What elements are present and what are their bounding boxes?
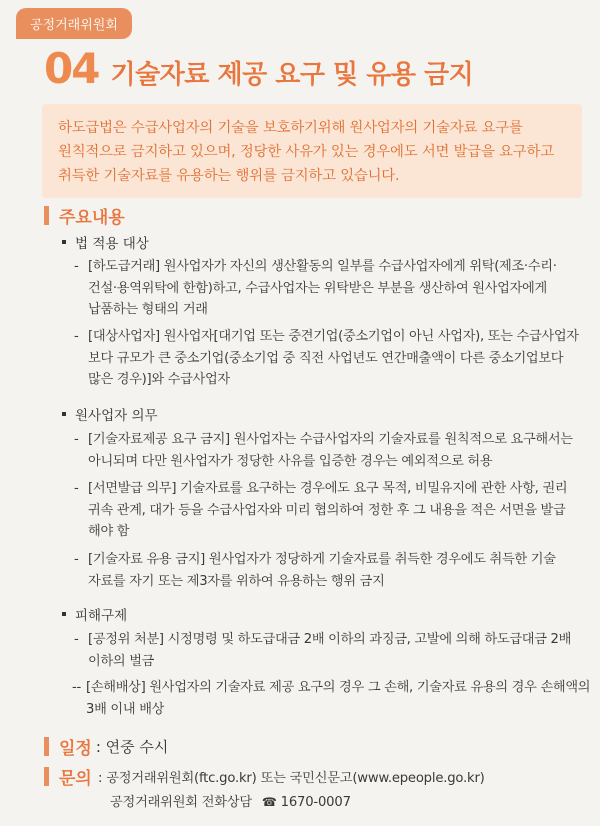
item-line: [손해배상] 원사업자의 기술자료 제공 요구의 경우 그 손해, 기술자료 유용의 경우 손해액의	[86, 680, 591, 695]
section-bar	[44, 767, 49, 786]
schedule-section	[44, 734, 168, 759]
bullet-icon	[62, 240, 66, 244]
item-line: 자료를 자기 또는 제3자를 위하여 유용하는 행위 금지	[88, 573, 385, 589]
item-line: 3배 이내 배상	[86, 701, 165, 717]
dash-marker: -	[74, 552, 79, 567]
item-line: 납품하는 형태의 거래	[88, 302, 208, 317]
item-line: 많은 경우)]와 수급사업자	[88, 372, 230, 387]
section-bar	[44, 737, 49, 756]
contact-line-2	[110, 791, 351, 810]
subsection-label: 원사업자 의무	[75, 408, 158, 424]
section-bar	[44, 206, 49, 225]
subsection-heading	[62, 404, 158, 424]
item-line: 이하의 벌금	[88, 653, 155, 669]
page-title: 기술자료 제공 요구 및 유용 금지	[110, 60, 474, 91]
item-line: [공정위 처분] 시정명령 및 하도급대금 2배 이하의 과징금, 고발에 의해 하도급대금 2배	[88, 632, 572, 647]
contact-line-1: : 공정거래위원회(ftc.go.kr) 또는 국민신문고(www.epeople.go.kr)	[98, 771, 485, 786]
list-item	[74, 256, 590, 321]
dash-marker: -	[74, 329, 79, 344]
intro-line: 원칙적으로 금지하고 있으며, 정당한 사유가 있는 경우에도 서면 발급을 요구하고	[58, 144, 554, 160]
dash-marker: -	[74, 259, 79, 274]
list-item	[74, 549, 590, 592]
intro-line: 하도급법은 수급사업자의 기술을 보호하기위해 원사업자의 기술자료 요구를	[58, 120, 523, 136]
item-line: [기술자료제공 요구 금지] 원사업자는 수급사업자의 기술자료를 원칙적으로 요구해서는	[88, 432, 573, 447]
schedule-title: 일정	[59, 739, 92, 759]
item-line: 귀속 관계, 대가 등을 수급사업자와 미리 협의하여 정한 후 그 내용을 적은 서면을 발급	[88, 502, 566, 518]
phone-number: 1670-0007	[280, 795, 351, 810]
phone-icon: ☎	[261, 795, 277, 809]
main-section-title: 주요내용	[59, 208, 125, 228]
contact-title: 문의	[59, 769, 92, 789]
subsection-heading	[62, 232, 149, 252]
list-item	[74, 478, 590, 543]
schedule-value: : 연중 수시	[95, 738, 169, 756]
intro-line: 취득한 기술자료를 유용하는 행위를 금지하고 있습니다.	[58, 168, 400, 184]
list-item	[74, 629, 590, 672]
list-item	[74, 429, 590, 472]
contact-section	[44, 764, 92, 789]
bullet-icon	[62, 612, 66, 616]
list-item	[74, 326, 590, 391]
page-header	[44, 44, 474, 93]
item-line: 해야 함	[88, 524, 130, 539]
dash-marker: --	[72, 680, 81, 695]
item-line: 보다 규모가 큰 중소기업(중소기업 중 직전 사업년도 연간매출액이 다른 중소기업보다	[88, 350, 564, 366]
dash-marker: -	[74, 432, 79, 447]
subsection-heading	[62, 604, 127, 624]
intro-box	[42, 104, 582, 198]
item-line: [하도급거래] 원사업자가 자신의 생산활동의 일부를 수급사업자에게 위탁(제조·수리·	[88, 259, 557, 274]
subsection-label: 법 적용 대상	[75, 236, 149, 252]
main-section-header	[44, 203, 125, 228]
item-line: 아니되며 다만 원사업자가 정당한 사유를 입증한 경우는 예외적으로 허용	[88, 453, 493, 469]
bullet-icon	[62, 412, 66, 416]
item-line: [기술자료 유용 금지] 원사업자가 정당하게 기술자료를 취득한 경우에도 취득한 기술	[88, 552, 556, 567]
dash-marker: -	[74, 481, 79, 496]
list-item	[72, 677, 590, 720]
subsection-label: 피해구제	[75, 608, 128, 624]
org-badge: 공정거래위원회	[16, 8, 132, 39]
phone-label: 공정거래위원회 전화상담	[110, 795, 252, 810]
item-line: [서면발급 의무] 기술자료를 요구하는 경우에도 요구 목적, 비밀유지에 관한 사항, 권리	[88, 481, 568, 496]
item-line: [대상사업자] 원사업자[대기업 또는 중견기업(중소기업이 아닌 사업자), 또는 수급사업자	[88, 329, 579, 344]
item-line: 건설·용역위탁에 한함)하고, 수급사업자는 위탁받은 부분을 생산하여 원사업자에게	[88, 280, 547, 296]
dash-marker: -	[74, 632, 79, 647]
section-number: 04	[44, 44, 99, 93]
